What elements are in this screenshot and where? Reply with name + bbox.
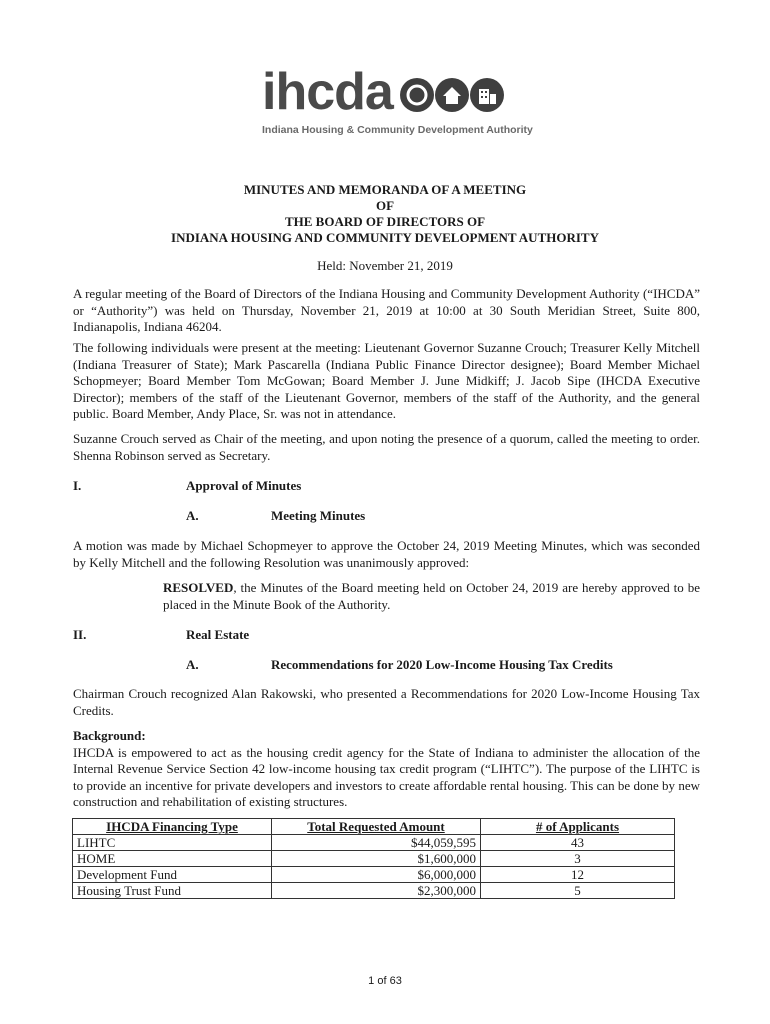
table-cell-amount: $6,000,000 xyxy=(272,867,481,883)
background-label: Background: xyxy=(73,728,146,743)
logo-wordmark: ihcda xyxy=(262,63,393,121)
motion-paragraph: A motion was made by Michael Schopmeyer to approve the October 24, 2019 Meeting Minutes, which was seconded by Kelly Mitchell and the following Resolution was unanimously approved: xyxy=(73,538,700,570)
circle-icon xyxy=(400,78,434,112)
recognized-paragraph: Chairman Crouch recognized Alan Rakowski, who presented a Recommendations for 2020 Low-Income Housing Tax Credits. xyxy=(73,686,700,718)
table-header-cell: # of Applicants xyxy=(481,819,675,835)
house-icon xyxy=(435,78,469,112)
table-cell-amount: $2,300,000 xyxy=(272,883,481,899)
table-cell-type: HOME xyxy=(73,851,272,867)
section-2a-heading: Recommendations for 2020 Low-Income Housing Tax Credits xyxy=(271,657,613,672)
ihcda-logo xyxy=(262,63,533,140)
table-cell-applicants: 43 xyxy=(481,835,675,851)
section-2-heading: Real Estate xyxy=(186,627,250,642)
title-line-3: THE BOARD OF DIRECTORS OF xyxy=(284,214,486,229)
title-line-4: INDIANA HOUSING AND COMMUNITY DEVELOPMENT AUTHORITY xyxy=(171,230,599,245)
section-1-number: I. xyxy=(73,478,82,493)
financing-table xyxy=(72,818,675,899)
intro-paragraph: A regular meeting of the Board of Directors of the Indiana Housing and Community Development Authority (“IHCDA” or “Authority”) was held on Thursday, November 21, 2019 at 10:00 at 30 South Meridian Street, Suite 800, Indianapolis, Indiana 46204. xyxy=(73,286,700,334)
table-row xyxy=(73,835,675,851)
table-row xyxy=(73,883,675,899)
document-title xyxy=(0,182,770,246)
table-cell-type: Development Fund xyxy=(73,867,272,883)
section-1a-letter: A. xyxy=(186,508,199,523)
title-line-2: OF xyxy=(375,198,395,213)
logo-icon-group xyxy=(400,78,505,112)
section-1-heading: Approval of Minutes xyxy=(186,478,302,493)
table-cell-applicants: 3 xyxy=(481,851,675,867)
resolved-label: RESOLVED xyxy=(163,580,234,595)
table-row xyxy=(73,851,675,867)
table-cell-amount: $1,600,000 xyxy=(272,851,481,867)
table-cell-type: LIHTC xyxy=(73,835,272,851)
title-line-1: MINUTES AND MEMORANDA OF A MEETING xyxy=(243,182,527,197)
table-cell-applicants: 5 xyxy=(481,883,675,899)
page-number: 1 of 63 xyxy=(368,975,402,987)
resolved-text: , the Minutes of the Board meeting held on October 24, 2019 are hereby approved to be placed in the Minute Book of the Authority. xyxy=(163,580,700,612)
table-header-cell: IHCDA Financing Type xyxy=(73,819,272,835)
table-cell-amount: $44,059,595 xyxy=(272,835,481,851)
chair-paragraph: Suzanne Crouch served as Chair of the meeting, and upon noting the presence of a quorum, called the meeting to order. Shenna Robinson served as Secretary. xyxy=(73,431,700,463)
table-header-row xyxy=(73,819,675,835)
section-2-number: II. xyxy=(73,627,87,642)
section-2a-letter: A. xyxy=(186,657,199,672)
table-header-cell: Total Requested Amount xyxy=(272,819,481,835)
table-cell-applicants: 12 xyxy=(481,867,675,883)
background-text: IHCDA is empowered to act as the housing credit agency for the State of Indiana to administer the allocation of the Internal Revenue Service Section 42 low-income housing tax credit program (“LIHTC”). The purpose of the LIHTC is to provide an incentive for private developers and investors to create affordable rental housing. This can be done by new construction and rehabilitation of existing structures. xyxy=(73,744,700,809)
table-cell-type: Housing Trust Fund xyxy=(73,883,272,899)
section-1a-heading: Meeting Minutes xyxy=(271,508,366,523)
logo-tagline: Indiana Housing & Community Development Authority xyxy=(262,124,533,136)
background-paragraph xyxy=(73,728,700,811)
resolved-paragraph xyxy=(163,580,700,613)
held-date: Held: November 21, 2019 xyxy=(317,258,453,273)
table-row xyxy=(73,867,675,883)
building-icon xyxy=(470,78,504,112)
attendance-paragraph: The following individuals were present at the meeting: Lieutenant Governor Suzanne Crouch; Treasurer Kelly Mitchell (Indiana Treasurer of State); Mark Pascarella (Indiana Public Finance Director designee); Board Member Michael Schopmeyer; Board Member Tom McGowan; Board Member J. June Midkiff; J. Jacob Sipe (IHCDA Executive Director); members of the staff of the Lieutenant Governor, members of the staff of the Authority, and the general public. Board Member, Andy Place, Sr. was not in attendance. xyxy=(73,340,700,421)
